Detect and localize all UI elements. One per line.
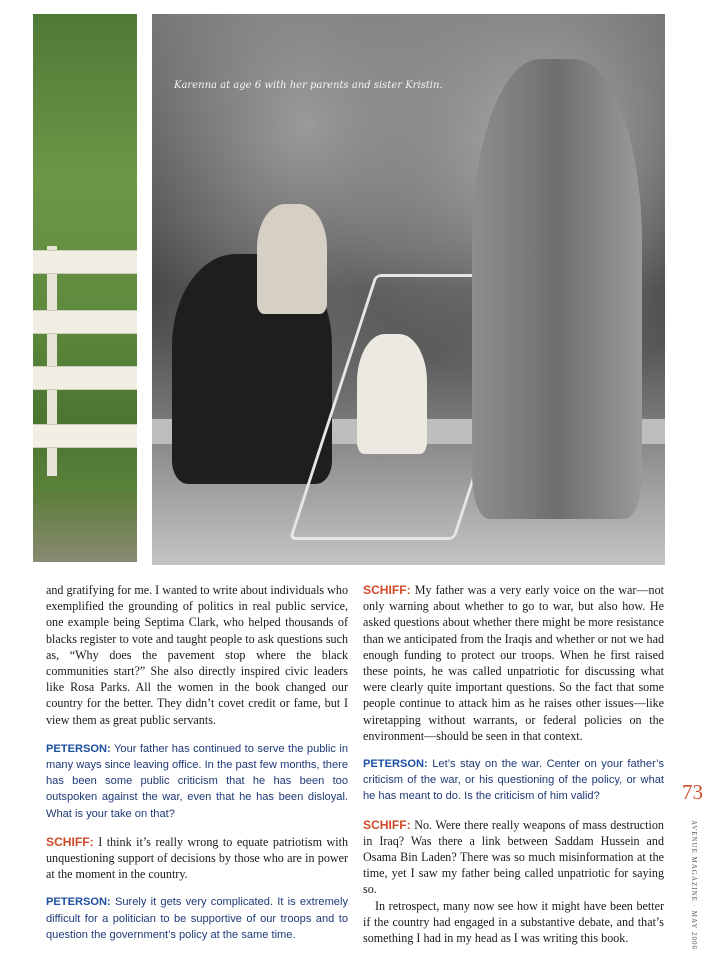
intro-paragraph: and gratifying for me. I wanted to write about individuals who exemplified the grounding of politics in real public service, one example being Septima Clark, who helped thousands of blacks register to vote and taught people to ask questions such as, “Why does the pavement stop where the black communities start?” She also directly inspired civic leaders like Rosa Parks. All the women in the book changed our country for the better. They didn’t covet credit or fame, but I view them as great public servants. [46, 583, 348, 727]
side-photo [33, 14, 137, 562]
question-text: Let’s stay on the war. Center on your father’s criticism of the war, or his questioning of the policy, or what he has meant to do. Is the criticism of him valid? [363, 758, 664, 803]
family-photo [152, 14, 665, 565]
answer-paragraph [363, 582, 664, 744]
speaker-schiff: SCHIFF: [363, 817, 411, 832]
question-text: Surely it gets very complicated. It is extremely difficult for a politician to be supportive of our troops and to question the government’s policy at the same time. [46, 896, 348, 941]
question-paragraph [46, 894, 348, 943]
answer-text: I think it’s really wrong to equate patriotism with unquestioning support of decisions by those who are in power at the moment in the country. [46, 834, 348, 882]
question-paragraph [363, 756, 664, 805]
answer-text: My father was a very early voice on the war—not only warning about whether to go to war, but also how. He asked questions about whether there might be more resistance than we anticipated from the Iraqis and whether or not we had enough funding to protect our troops. When he first raised these points, he was called unpatriotic for discussing what were clearly quite important questions. So the fact that some people continue to attack him as he raises other issues—like wiretapping without warrants, or federal policies on the environment—should be seen in that context. [363, 583, 665, 743]
running-credit: AVENUE MAGAZINE · MAY 2006 [690, 820, 698, 950]
child-figure [257, 204, 327, 314]
speaker-schiff: SCHIFF: [363, 583, 411, 597]
left-column [46, 582, 348, 955]
side-photo-path [33, 492, 137, 562]
speaker-peterson: PETERSON: [46, 896, 111, 909]
answer-paragraph [46, 834, 348, 883]
speaker-schiff: SCHIFF: [46, 834, 94, 849]
fence-rail [33, 250, 137, 274]
answer-text: No. Were there really weapons of mass destruction in Iraq? Was there a link between Saddam Hussein and Osama Bin Laden? There was so much misinformation at the time, yet I saw my father being called unpatriotic for saying so. [363, 817, 664, 897]
page-number: 73 [682, 780, 703, 804]
question-paragraph [46, 741, 348, 822]
speaker-peterson: PETERSON: [363, 758, 428, 771]
photo-caption: Karenna at age 6 with her parents and sister Kristin. [174, 80, 443, 91]
fence-rail [33, 310, 137, 334]
answer-paragraph [363, 817, 664, 898]
fence-rail [33, 366, 137, 390]
fence-rail [33, 424, 137, 448]
mother-figure [472, 59, 642, 519]
speaker-peterson: PETERSON: [46, 742, 111, 755]
right-column [363, 582, 664, 958]
question-text: Your father has continued to serve the public in many ways since leaving office. In the past few months, there has been some public criticism that he has been too outspoken against the war, even that he has been disloyal. What is your take on that? [46, 742, 348, 820]
answer-continuation: In retrospect, many now see how it might have been better if the country had engaged in a substantive debate, and that’s something I had in my head as I was writing this book. [363, 898, 664, 946]
